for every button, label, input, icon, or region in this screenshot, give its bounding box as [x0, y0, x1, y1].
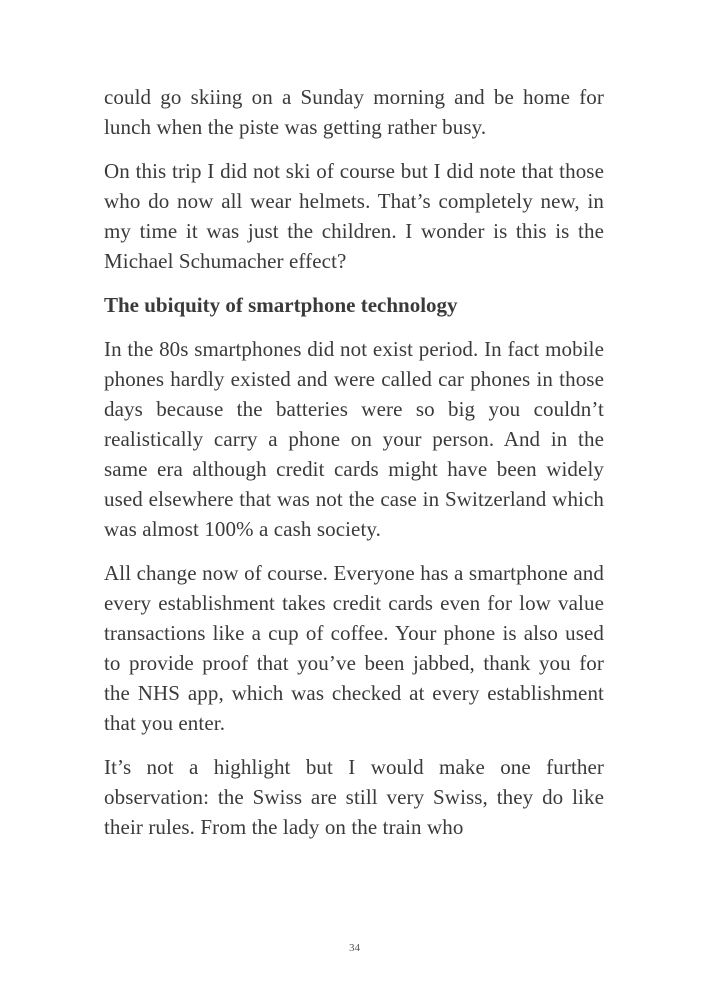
section-heading: The ubiquity of smartphone technology — [104, 293, 458, 317]
page-number: 34 — [349, 942, 360, 954]
paragraph-swiss-rules: It’s not a highlight but I would make one further observation: the Swiss are still very Swiss, they do like their rules. From the lady on the train who — [104, 755, 604, 839]
paragraph-helmets: On this trip I did not ski of course but I did note that those who do now all wear helmets. That’s completely new, in my time it was just the children. I wonder is this is the Michael Schumacher effect? — [104, 159, 604, 273]
paragraph-change-now: All change now of course. Everyone has a smartphone and every establishment takes credit cards even for low value transactions like a cup of coffee. Your phone is also used to provide proof that you’ve been jabbed, thank you for the NHS app, which was checked at every establishment that you enter. — [104, 561, 604, 735]
page-body — [104, 82, 604, 856]
paragraph-eighties-phones: In the 80s smartphones did not exist period. In fact mobile phones hardly existed and were called car phones in those days because the batteries were so big you couldn’t realistically carry a phone on your person. And in the same era although credit cards might have been widely used elsewhere that was not the case in Switzerland which was almost 100% a cash society. — [104, 337, 604, 541]
paragraph-skiing-continued: could go skiing on a Sunday morning and be home for lunch when the piste was getting rather busy. — [104, 85, 604, 139]
